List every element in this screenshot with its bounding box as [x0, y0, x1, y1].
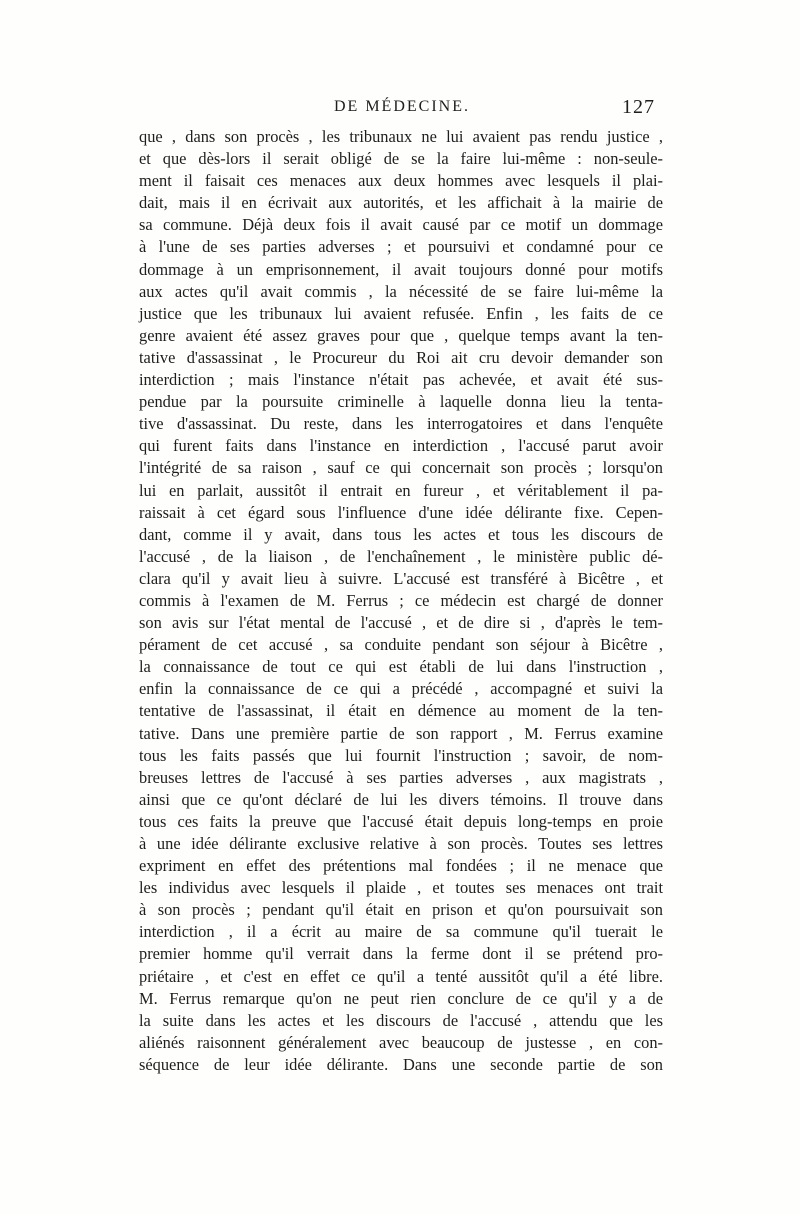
page-number: 127 — [622, 96, 655, 118]
text-line: genre avaient été assez graves pour que , quelque temps avant la ten- — [139, 325, 663, 345]
text-line: sa commune. Déjà deux fois il avait causé par ce motif un dommage — [139, 215, 663, 235]
text-line: à une idée délirante exclusive relative à son procès. Toutes ses lettres — [139, 834, 663, 853]
running-title: DE MÉDECINE. — [334, 98, 470, 115]
text-line: dommage à un emprisonnement, il avait toujours donné pour motifs — [139, 259, 663, 279]
text-line: pendue par la poursuite criminelle à laquelle donna lieu la tenta- — [139, 392, 663, 412]
text-line: aliénés raisonnent généralement avec beaucoup de justesse , en con- — [139, 1032, 663, 1052]
text-line: premier homme qu'il verrait dans la ferme dont il se prétend pro- — [139, 944, 663, 964]
text-line: commis à l'examen de M. Ferrus ; ce médecin est chargé de donner — [139, 590, 663, 610]
text-line: interdiction , il a écrit au maire de sa commune qu'il tuerait le — [139, 922, 663, 942]
text-line: tative. Dans une première partie de son rapport , M. Ferrus examine — [139, 723, 663, 743]
text-line: enfin la connaissance de ce qui a précédé , accompagné et suivi la — [139, 679, 663, 699]
text-line: la connaissance de tout ce qui est établi de lui dans l'instruction , — [139, 657, 663, 677]
running-header — [141, 98, 663, 126]
text-line: tative d'assassinat , le Procureur du Roi ait cru devoir demander son — [139, 347, 663, 367]
text-line: priétaire , et c'est en effet ce qu'il a tenté aussitôt qu'il a été libre. — [139, 966, 663, 986]
text-line: séquence de leur idée délirante. Dans une seconde partie de son — [139, 1054, 663, 1074]
text-line: ment il faisait ces menaces aux deux hommes avec lesquels il plai- — [139, 171, 663, 191]
text-line: son avis sur l'état mental de l'accusé , et de dire si , d'après le tem- — [139, 613, 663, 633]
body-text — [139, 126, 663, 1074]
text-line: breuses lettres de l'accusé à ses parties adverses , aux magistrats , — [139, 767, 663, 787]
text-line: ainsi que ce qu'ont déclaré de lui les divers témoins. Il trouve dans — [139, 789, 663, 809]
text-line: justice que les tribunaux lui avaient refusée. Enfin , les faits de ce — [139, 303, 663, 323]
text-line: raissait à cet égard sous l'influence d'une idée délirante fixe. Cepen- — [139, 502, 663, 522]
text-line: et que dès-lors il serait obligé de se la faire lui-même : non-seule- — [139, 149, 663, 169]
text-line: les individus avec lesquels il plaide , et toutes ses menaces ont trait — [139, 878, 663, 898]
text-line: expriment en effet des prétentions mal fondées ; il ne menace que — [139, 856, 663, 876]
text-line: tous les faits passés que lui fournit l'instruction ; savoir, de nom- — [139, 745, 663, 765]
text-line: interdiction ; mais l'instance n'était pas achevée, et avait été sus- — [139, 370, 663, 390]
text-line: la suite dans les actes et les discours de l'accusé , attendu que les — [139, 1010, 663, 1030]
text-line: l'intégrité de sa raison , sauf ce qui concernait son procès ; lorsqu'on — [139, 458, 663, 478]
text-line: M. Ferrus remarque qu'on ne peut rien conclure de ce qu'il y a de — [139, 988, 663, 1008]
text-line: lui en parlait, aussitôt il entrait en fureur , et véritablement il pa- — [139, 480, 663, 500]
text-line: qui furent faits dans l'instance en interdiction , l'accusé parut avoir — [139, 436, 663, 456]
text-line: dait, mais il en écrivait aux autorités, et les affichait à la mairie de — [139, 193, 663, 213]
text-line: tive d'assassinat. Du reste, dans les interrogatoires et dans l'enquête — [139, 414, 663, 434]
text-line: aux actes qu'il avait commis , la nécessité de se faire lui-même la — [139, 281, 663, 301]
text-line: dant, comme il y avait, dans tous les actes et tous les discours de — [139, 524, 663, 544]
text-line: tentative de l'assassinat, il était en démence au moment de la ten- — [139, 701, 663, 721]
text-line: que , dans son procès , les tribunaux ne lui avaient pas rendu justice , — [139, 127, 663, 146]
text-line: à l'une de ses parties adverses ; et poursuivi et condamné pour ce — [139, 237, 663, 257]
text-line: tous ces faits la preuve que l'accusé était depuis long-temps en proie — [139, 811, 663, 831]
text-line: pérament de cet accusé , sa conduite pendant son séjour à Bicêtre , — [139, 635, 663, 655]
text-line: clara qu'il y avait lieu à suivre. L'accusé est transféré à Bicêtre , et — [139, 568, 663, 588]
text-line: l'accusé , de la liaison , de l'enchaînement , le ministère public dé- — [139, 546, 663, 566]
text-line: à son procès ; pendant qu'il était en prison et qu'on poursuivait son — [139, 900, 663, 920]
